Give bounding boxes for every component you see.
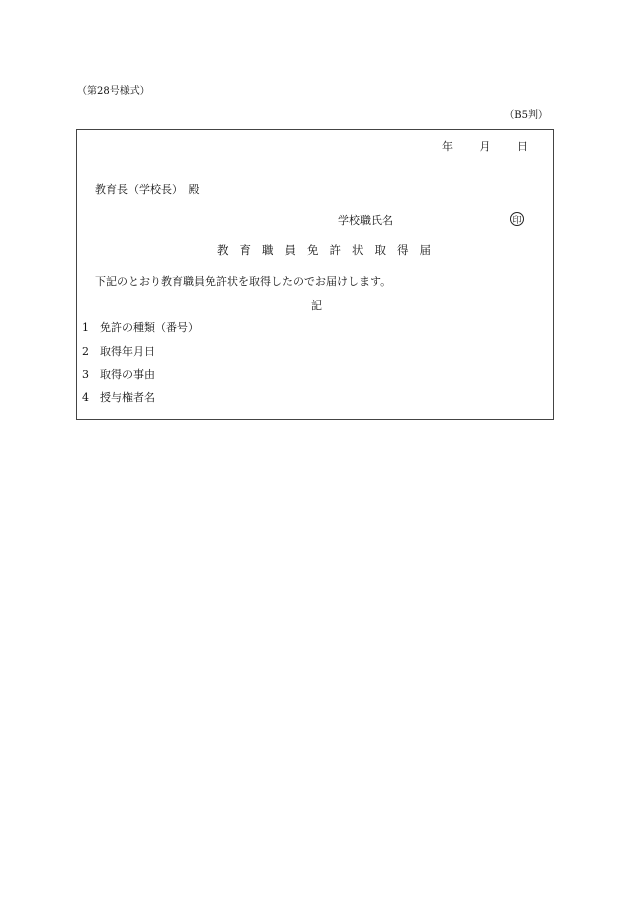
item-number: 2: [82, 345, 89, 358]
list-item: [82, 346, 155, 357]
list-item: [82, 322, 199, 333]
document-title: 教育職員免許状取得届: [217, 243, 442, 257]
item-number: 3: [82, 368, 89, 381]
ki-heading: 記: [311, 299, 322, 312]
paper-size-label: （B5判）: [504, 110, 548, 121]
list-item: [82, 392, 155, 403]
date-month-label: 月: [479, 140, 491, 153]
addressee: 教育長（学校長） 殿: [95, 183, 200, 196]
item-number: 4: [82, 391, 89, 404]
intro-text: 下記のとおり教育職員免許状を取得したのでお届けします。: [95, 275, 392, 288]
item-number: 1: [82, 321, 89, 334]
item-text: 授与権者名: [100, 391, 155, 404]
date-year-label: 年: [442, 140, 453, 153]
list-item: [82, 369, 155, 380]
date-day-label: 日: [517, 140, 528, 153]
form-number: （第28号様式）: [77, 86, 150, 97]
sender-name-label: 学校職氏名: [338, 214, 393, 227]
seal-icon: 印: [510, 212, 524, 226]
item-text: 取得の事由: [100, 368, 155, 381]
item-text: 免許の種類（番号）: [100, 321, 199, 334]
item-text: 取得年月日: [100, 345, 155, 358]
date-row: [442, 138, 528, 154]
